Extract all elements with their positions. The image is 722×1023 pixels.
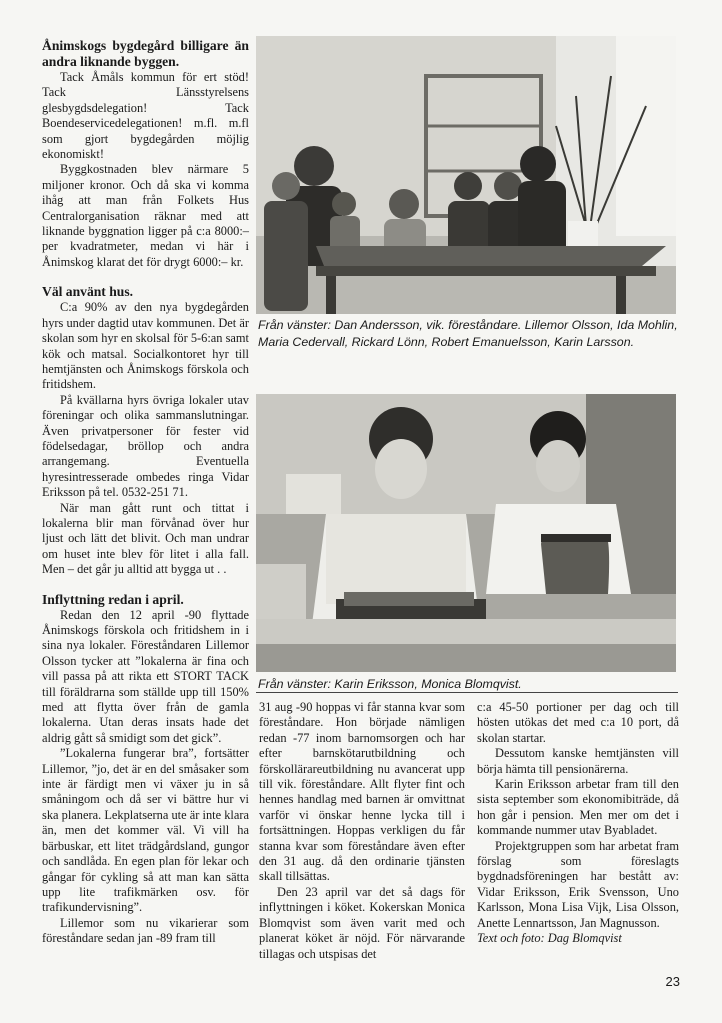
paragraph: c:a 45-50 portioner per dag och till hösten utökas det med c:a 10 port, då skolan startar. [477, 700, 679, 745]
heading-val-anvant: Väl använt hus. [42, 284, 134, 300]
photo-credit: Text och foto: Dag Blomqvist [477, 931, 622, 946]
paragraph: Den 23 april var det så dags för inflyttningen i köket. Kokerskan Monica Blomqvist som även varit med och planerat köket är nöjd. För närvarande tillagas och utspisas det [259, 884, 465, 961]
page-number: 23 [665, 974, 680, 989]
kitchen-photo-illustration [256, 394, 676, 672]
paragraph: Projektgruppen som har arbetat fram förslag som föreslagts bygdnadsföreningen har bestått av: Vidar Eriksson, Erik Svensson, Uno Karlsson, Mona Lisa Vijk, Lisa Olsson, Anette Lennartsson, Jan Magnusson. [477, 838, 679, 930]
photo-caption-bottom: Från vänster: Karin Eriksson, Monica Blomqvist. [258, 677, 522, 691]
paragraph: Tack Åmåls kommun för ert stöd! Tack Länsstyrelsens glesbygdsdelegation! Tack Boendeservicedelegationen! m.fl. m.fl som gjort bygdegården möjlig ekonomiskt! [42, 70, 249, 162]
photo-caption-top: Från vänster: Dan Andersson, vik. föreståndare. Lillemor Olsson, Ida Mohlin, Maria Cedervall, Rickard Lönn, Robert Emanuelsson, Karin Larsson. [258, 318, 678, 349]
paragraph: Karin Eriksson arbetar fram till den sista september som ekonomibiträde, då hon går i pension. Men mer om det i kommande nummer utav Byabladet. [477, 777, 679, 838]
article-column-middle [259, 700, 465, 962]
paragraph: Redan den 12 april -90 flyttade Ånimskogs förskola och fritidshem in i sina nya lokaler. Föreståndaren Lillemor Olsson tycker att ”lokalerna är fina och vill passa på att rikta ett STORT TACK till föräldrarna som ställde upp till 150% med att flytta över från de gamla lokalerna. Utan deras insats hade det aldrig gått så smidigt som det gick”. [42, 607, 249, 745]
paragraph: När man gått runt och tittat i lokalerna blir man förvånad över hur ljust och lätt det blivit. Och man undrar om huset inte blev för litet i alla fall. Men – det går ju alltid att bygga ut . . [42, 500, 249, 577]
kitchen-photo [256, 394, 676, 672]
group-photo [256, 36, 676, 314]
article-column-left [42, 38, 249, 947]
paragraph: 31 aug -90 hoppas vi får stanna kvar som föreståndare. Hon började nämligen redan -77 inom barnomsorgen och har efter barnskötarutbildning och förskollärareutbildning nu avancerat upp till vik. föreståndare. Allt flyter fint och hennes handlag med barnen är omvittnat varför vi önskar henne lycka till i fortsättningen. Hoppas verkligen du får stanna kvar som föreståndare även efter den 31 aug. då den ordinarie tjänsten skall tillsättas. [259, 700, 465, 884]
article-column-right [477, 700, 679, 947]
group-photo-illustration [256, 36, 676, 314]
paragraph: Byggkostnaden blev närmare 5 miljoner kronor. Och då ska vi komma ihåg att man från Folkets Hus Centralorganisation räknar med att liknande byggnation ligger på c:a 8000:– per kvadratmeter, medan vi här i Ånimskog klarat det för drygt 6000:– kr. [42, 162, 249, 269]
divider [256, 692, 678, 693]
heading-inflyttning: Inflyttning redan i april. [42, 591, 184, 607]
paragraph: ”Lokalerna fungerar bra”, fortsätter Lillemor, ”jo, det är en del småsaker som inte är färdigt men vi växer ju in så småningom och då ser vi bättre hur vi ska planera. Lekplatserna ute är inte klara än, men det kommer väl. Vi vill ha bärbuskar, ett litet trädgårdsland, gungor och sandlåda. En egen plan för lekar och gångar för cykling så att man kan sätta upp lite trafikmärken osv. för trafikundervisning”. [42, 746, 249, 915]
heading-bygdegard: Ånimskogs bygdegård billigare än andra liknande byggen. [42, 38, 249, 69]
paragraph: C:a 90% av den nya bygdegården hyrs under dagtid utav kommunen. Det är skolan som hyr en skolsal för 5-6:an samt kök och matsal. Socialkontoret hyr till hemtjänsten och Ånimskogs förskola och fritidshem. [42, 300, 249, 392]
paragraph: Lillemor som nu vikarierar som föreståndare sedan jan -89 fram till [42, 915, 249, 946]
paragraph: Dessutom kanske hemtjänsten vill börja hämta till pensionärerna. [477, 746, 679, 776]
paragraph: På kvällarna hyrs övriga lokaler utav föreningar och olika sammanslutningar. Även privatpersoner för fester vid födelsedagar, bröllop och andra arrangemang. Eventuella hyresintresserade ombedes ringa Vidar Eriksson på tel. 0532-251 71. [42, 392, 249, 500]
